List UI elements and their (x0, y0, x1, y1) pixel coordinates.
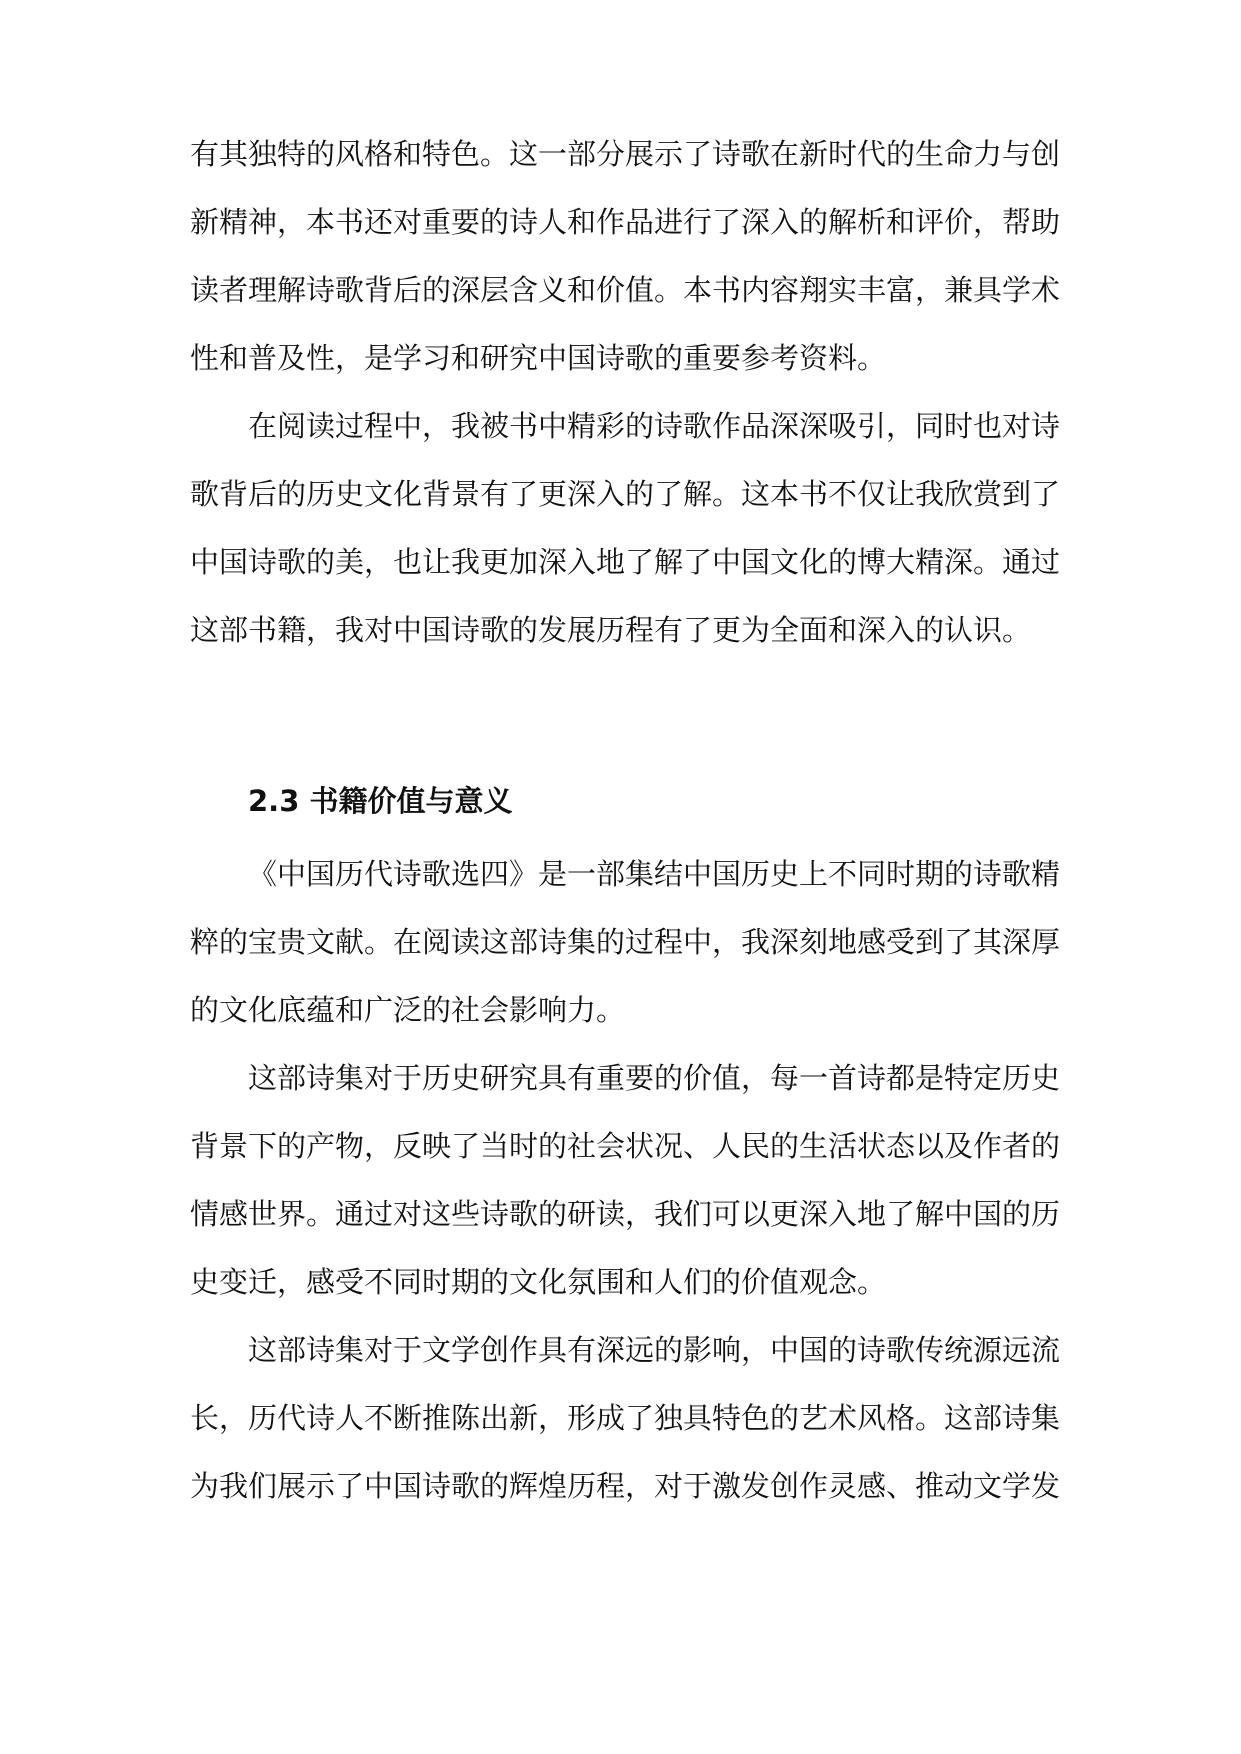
paragraph-3-line-1: 《中国历代诗歌选四》是一部集结中国历史上不同时期的诗歌精 (248, 857, 1061, 891)
section-heading (248, 776, 513, 826)
paragraph-1-line-1: 有其独特的风格和特色。这一部分展示了诗歌在新时代的生命力与创 (190, 137, 1061, 171)
section-number: 2.3 (248, 784, 300, 818)
paragraph-2-line-1: 在阅读过程中，我被书中精彩的诗歌作品深深吸引，同时也对诗 (248, 409, 1061, 443)
paragraph-5-line-1: 这部诗集对于文学创作具有深远的影响，中国的诗歌传统源远流 (248, 1333, 1061, 1367)
paragraph-3-line-3: 的文化底蕴和广泛的社会影响力。 (190, 993, 626, 1027)
paragraph-5-line-3: 为我们展示了中国诗歌的辉煌历程，对于激发创作灵感、推动文学发 (190, 1469, 1061, 1503)
paragraph-1-line-4: 性和普及性，是学习和研究中国诗歌的重要参考资料。 (190, 341, 887, 375)
paragraph-4-line-1: 这部诗集对于历史研究具有重要的价值，每一首诗都是特定历史 (248, 1061, 1061, 1095)
paragraph-2-line-3: 中国诗歌的美，也让我更加深入地了解了中国文化的博大精深。通过 (190, 545, 1061, 579)
paragraph-4-line-2: 背景下的产物，反映了当时的社会状况、人民的生活状态以及作者的 (190, 1129, 1061, 1163)
paragraph-2-line-4: 这部书籍，我对中国诗歌的发展历程有了更为全面和深入的认识。 (190, 613, 1032, 647)
paragraph-1-line-3: 读者理解诗歌背后的深层含义和价值。本书内容翔实丰富，兼具学术 (190, 273, 1061, 307)
paragraph-1-line-2: 新精神，本书还对重要的诗人和作品进行了深入的解析和评价，帮助 (190, 205, 1061, 239)
paragraph-2-line-2: 歌背后的历史文化背景有了更深入的了解。这本书不仅让我欣赏到了 (190, 477, 1061, 511)
paragraph-4-line-3: 情感世界。通过对这些诗歌的研读，我们可以更深入地了解中国的历 (190, 1197, 1061, 1231)
section-title: 书籍价值与意义 (309, 784, 513, 818)
paragraph-3-line-2: 粹的宝贵文献。在阅读这部诗集的过程中，我深刻地感受到了其深厚 (190, 925, 1061, 959)
paragraph-5-line-2: 长，历代诗人不断推陈出新，形成了独具特色的艺术风格。这部诗集 (190, 1401, 1061, 1435)
paragraph-4-line-4: 史变迁，感受不同时期的文化氛围和人们的价值观念。 (190, 1265, 887, 1299)
